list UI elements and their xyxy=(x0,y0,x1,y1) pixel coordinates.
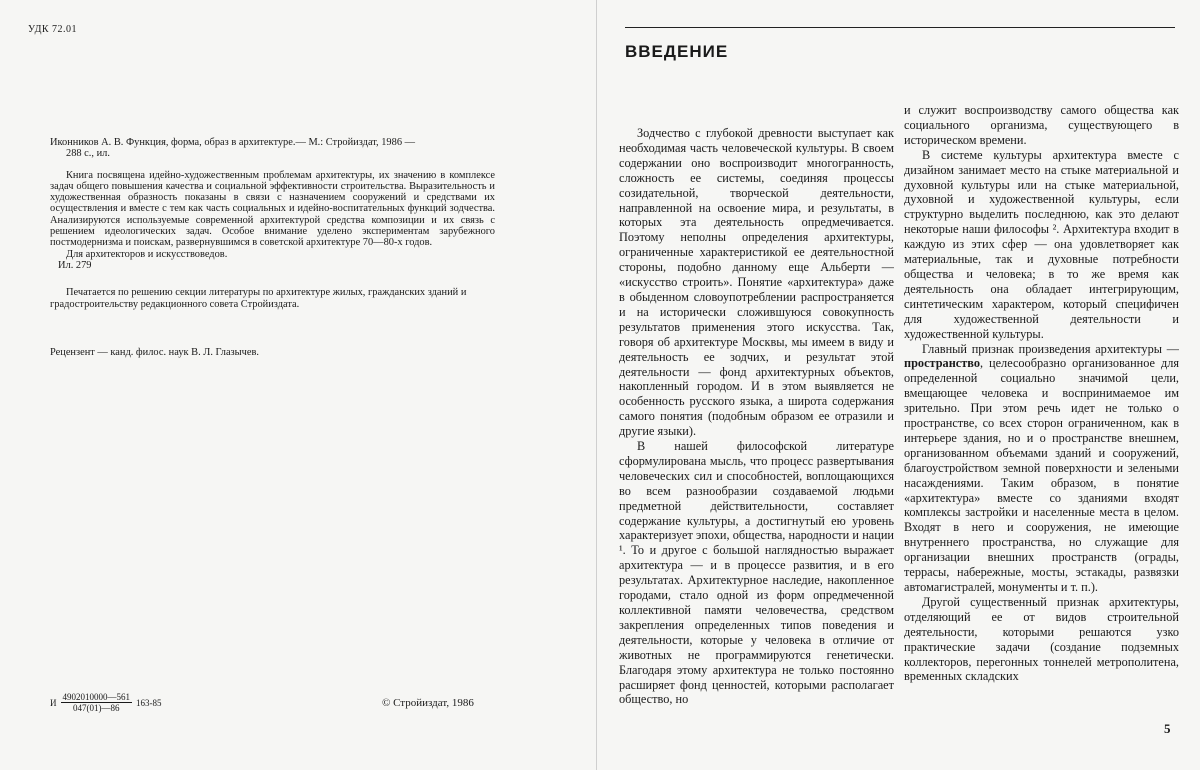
text-column-1 xyxy=(619,126,894,714)
isbn-numerator: 4902010000—561 xyxy=(62,692,130,702)
text-column-2 xyxy=(904,103,1179,691)
right-page xyxy=(597,0,1200,770)
paragraph: Другой существенный признак архитектуры, отделяющий ее от видов строительной деятельности, которыми решаются узко практические задачи (создание подземных коллекторов, перегонных тоннелей метрополитена, временных складских xyxy=(904,594,1179,684)
isbn-denominator: 047(01)—86 xyxy=(73,703,120,713)
bibliographic-record xyxy=(50,137,495,271)
publication-decision: Печатается по решению секции литературы по архитектуре жилых, гражданских зданий и градостроительству редакционного совета Стройиздата. xyxy=(50,287,467,310)
biblio-line-1: Иконников А. В. Функция, форма, образ в архитектуре.— М.: Стройиздат, 1986 — xyxy=(50,137,416,148)
paragraph: В системе культуры архитектура вместе с дизайном занимает место на стыке материальной и духовной культуры или на стыке материальной, духовной и художественной культуры, если структурно выделить последнюю, как это делают некоторые наши философы ². Архитектура входит в каждую из этих сфер — она удовлетворяет как материальные, так и духовные потребности общества и человека; в то же время как деятельность она обладает интегрирующим, синтетическим характером, который специфичен для художественной деятельности и художественной культуры. xyxy=(904,147,1179,341)
biblio-line-2: 288 с., ил. xyxy=(66,148,110,160)
isbn-fraction xyxy=(61,692,133,713)
isbn-suffix: 163-85 xyxy=(136,697,162,708)
text-run: , целесообразно организованное для определенной социально значимой цели, вмещающее человека и воспринимаемое им зрительно. При этом речь идет не только о пространстве, со всех сторон ограниченном, как в интерьере здания, но и о пространстве внешнем, организованном объемами зданий и сооружений, благоустройством земной поверхности и зелеными насаждениями. Таким образом, в понятие «архитектура» вместе со зданиями входят комплексы застройки и населенные места в целом. Входят в него и сооружения, не имеющие внутреннего пространства, но служащие для организации внешних пространств (ограды, террасы, набережные, мосты, эстакады, развязки автомагистралей, монументы и т. п.). xyxy=(904,356,1179,594)
text-run: Главный признак произведения архитектуры — xyxy=(922,341,1179,356)
reviewer: Рецензент — канд. филос. наук В. Л. Глазычев. xyxy=(50,347,259,358)
paragraph xyxy=(904,342,1179,595)
copyright: © Стройиздат, 1986 xyxy=(382,697,474,709)
paragraph-continuation: и служит воспроизводству самого общества как социального организма, существующего в историческом времени. xyxy=(904,103,1179,147)
left-page xyxy=(0,0,597,770)
key-term: пространство xyxy=(904,356,980,371)
chapter-heading: ВВЕДЕНИЕ xyxy=(625,42,729,61)
annotation: Книга посвящена идейно-художественным проблемам архитектуры, их значению в комплексе задач общего повышения качества и социальной эффективности строительства. Выразительность и художественная образность показаны в связи с назначением сооружений и средствами их осуществления и вместе с тем как часть социальных и идейно-воспитательных функций зодчества. Анализируются используемые современной архитектурой средства композиции и их связь с решением идеологических задач. Особое внимание уделено экспериментам зарубежного постмодернизма и поискам, развернувшимся в советской архитектуре 70—80-х годов. xyxy=(50,169,495,249)
audience: Для архитекторов и искусствоведов. xyxy=(66,248,228,260)
page-number: 5 xyxy=(1164,721,1171,736)
isbn-code xyxy=(50,692,162,713)
illustration-count: Ил. 279 xyxy=(58,259,92,271)
paragraph: В нашей философской литературе сформулирована мысль, что процесс развертывания человеческих сил и способностей, воплощающихся во всем разнообразии создаваемой людьми предметной действительности, составляет содержание культуры, а достигнутый ею уровень характеризует эпохи, общества, народности и нации ¹. То и другое с большой наглядностью выражает архитектура — и в процессе развития, и в его результатах. Архитектурное наследие, накопленное городами, стало одной из форм опредмеченной коллективной памяти человечества, средством закрепления определенных типов поведения и деятельности, которые у человека в отличие от животных не программируются генетически. Благодаря этому архитектура не только постоянно расширяет фонд ценностей, которыми располагает общество, но xyxy=(619,439,894,707)
paragraph: Зодчество с глубокой древности выступает как необходимая часть человеческой культуры. В своем содержании оно воспроизводит многогранность, сложность ее системы, соединяя процессы созидательной, творческой деятельности, направленной на освоение мира, и результаты, в которых эта деятельность опредмечивается. Поэтому неполны определения архитектуры, ограниченные характеристикой ее деятельностной стороны, подобно данному еще Альберти — «искусство строить». Понятие «архитектура» даже в обыденном словоупотреблении распространяется и на исторически сложившуюся совокупность результатов применения этого искусства. Так, говоря об архитектуре Москвы, мы имеем в виду и деятельность ее зодчих, и результат этой деятельности — фонд архитектурных объектов, накопленный городом. И в этом выявляется не особенность русского языка, а широта содержания самого понятия (подобным образом ее отразили и другие языки). xyxy=(619,126,894,439)
udk-code: УДК 72.01 xyxy=(28,24,78,35)
isbn-prefix: И xyxy=(50,697,57,708)
top-rule xyxy=(625,27,1175,28)
